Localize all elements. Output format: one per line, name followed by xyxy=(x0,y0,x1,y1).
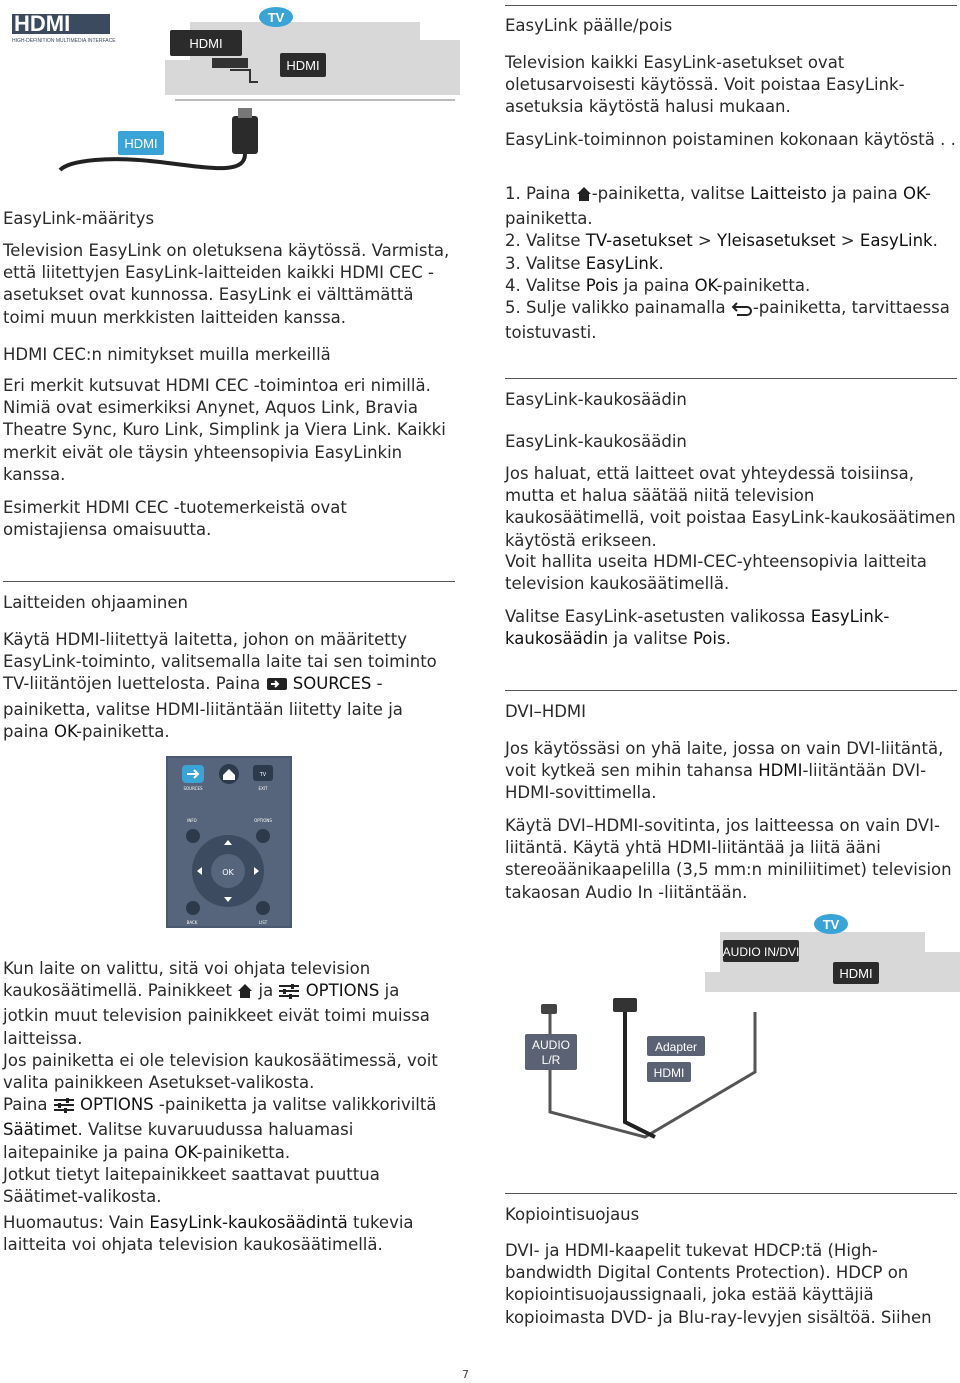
after-remote-text: Kun laite on valittu, sitä voi ohjata television kaukosäätimellä. Painikkeet ja OPTIONS ja jotkin muut television painikkeet eivät toimi muissa laitteissa. Jos painiketta ei ole television kaukosäätimessä, voit valita painikkeen Asetukset-valikosta. Paina OPTIONS -painiketta ja valitse valikkoriviltä Säätimet. Valitse kuvaruudussa haluamasi laitepainike ja paina OK-painiketta. Jotkut tietyt laitepainikkeet saattavat puuttua Säätimet-valikosta. xyxy=(3,959,438,1207)
svg-text:HDMI: HDMI xyxy=(286,58,320,73)
svg-text:HDMI: HDMI xyxy=(839,966,873,981)
sources-icon xyxy=(266,676,288,698)
note-text: Huomautus: Vain EasyLink-kaukosäädintä tukevia laitteita voi ohjata television kaukosäätimellä. xyxy=(3,1213,414,1255)
hdmi-logo-text: HDMI xyxy=(14,11,71,36)
dvi-hdmi-text-1: Jos käytössäsi on yhä laite, jossa on vain DVI-liitäntä, voit kytkeä sen mihin tahansa HDMI-liitäntään DVI-HDMI-sovittimella. xyxy=(505,739,944,803)
copy-protection-text: DVI- ja HDMI-kaapelit tukevat HDCP:tä (High-bandwidth Digital Contents Protection). HDCP on kopiointisuojaussignaali, joka estää käyttäjiä kopioimasta DVD- ja Blu-ray-levyjen sisältöä. Siihen xyxy=(505,1241,932,1327)
svg-text:INFO: INFO xyxy=(187,818,197,823)
easylink-remote-text-1: Jos haluat, että laitteet ovat yhteydessä toisiinsa, mutta et halua säätää niitä television kaukosäätimellä, voit poistaa EasyLink-kaukosäätimen käytöstä erikseen. xyxy=(505,464,956,550)
easylink-setup-text: Television EasyLink on oletuksena käytössä. Varmista, että liitettyjen EasyLink-laitteiden kaikki HDMI CEC -asetukset ovat kunnossa. EasyLink ei välttämättä toimi muun merkkisten laitteiden kanssa. xyxy=(3,241,450,327)
section-divider xyxy=(505,1193,957,1194)
svg-text:TV: TV xyxy=(822,917,840,932)
easylink-remote-text-2: Voit hallita useita HDMI-CEC-yhteensopivia laitteita television kaukosäätimellä. xyxy=(505,552,927,594)
svg-text:SOURCES: SOURCES xyxy=(183,786,203,791)
dvi-hdmi-connection-illustration xyxy=(505,912,960,1182)
easylink-remote-text-3: Valitse EasyLink-asetusten valikossa EasyLink-kaukosäädin ja valitse Pois. xyxy=(505,607,890,649)
section-divider xyxy=(3,581,455,582)
svg-text:OPTIONS: OPTIONS xyxy=(254,818,272,823)
svg-text:EXIT: EXIT xyxy=(258,786,268,791)
remote-control-illustration xyxy=(166,756,292,928)
home-icon xyxy=(576,186,592,208)
dvi-hdmi-text-2: Käytä DVI–HDMI-sovitinta, jos laitteessa on vain DVI-liitäntä. Käytä yhtä HDMI-liitäntää ja liitä ääni stereoäänikaapelilla (3,5 mm:n miniliitimet) television takaosan Audio In -liitäntään. xyxy=(505,816,952,902)
easylink-steps: 1. Paina -painiketta, valitse Laitteisto ja paina OK-painiketta. 2. Valitse TV-asetukset > Yleisasetukset > EasyLink. 3. Valitse EasyLink. 4. Valitse Pois ja paina OK-painiketta. 5. Sulje valikko painamalla -painiketta, tarvittaessa toistuvasti. xyxy=(505,184,950,343)
easylink-disable-intro: EasyLink-toiminnon poistaminen kokonaan käytöstä . . xyxy=(505,130,956,149)
svg-text:BACK: BACK xyxy=(186,920,198,925)
section-divider xyxy=(505,5,957,6)
section-divider xyxy=(505,378,957,379)
copy-protection-heading: Kopiointisuojaus xyxy=(505,1205,640,1224)
svg-text:OK: OK xyxy=(222,868,234,877)
home-icon xyxy=(237,983,253,1005)
svg-text:AUDIO IN/DVI: AUDIO IN/DVI xyxy=(722,945,800,959)
svg-text:HDMI: HDMI xyxy=(124,136,158,151)
svg-text:Adapter: Adapter xyxy=(654,1040,698,1054)
device-control-text: Käytä HDMI-liitettyä laitetta, johon on määritetty EasyLink-toiminto, valitsemalla laite tai sen toiminto TV-liitäntöjen luettelosta. Paina SOURCES -painiketta, valitse HDMI-liitäntään liitetty laite ja paina OK-painiketta. xyxy=(3,630,437,741)
dvi-hdmi-drawing xyxy=(505,912,960,1182)
hdmi-logo-tagline: HIGH-DEFINITION MULTIMEDIA INTERFACE xyxy=(12,38,116,44)
easylink-onoff-heading: EasyLink päälle/pois xyxy=(505,16,673,35)
svg-text:HDMI: HDMI xyxy=(653,1066,685,1080)
page-number: 7 xyxy=(462,1368,469,1381)
svg-text:L/R: L/R xyxy=(541,1053,561,1067)
back-icon xyxy=(731,300,753,322)
svg-text:AUDIO: AUDIO xyxy=(531,1038,571,1052)
dvi-hdmi-heading: DVI–HDMI xyxy=(505,702,587,721)
section-divider xyxy=(505,690,957,691)
device-control-heading: Laitteiden ohjaaminen xyxy=(3,593,188,612)
svg-text:HDMI: HDMI xyxy=(189,36,223,51)
remote-control-drawing xyxy=(166,756,292,928)
easylink-remote-heading: EasyLink-kaukosäädin xyxy=(505,390,687,409)
easylink-remote-subheading: EasyLink-kaukosäädin xyxy=(505,432,687,451)
easylink-setup-heading: EasyLink-määritys xyxy=(3,209,155,228)
left-column xyxy=(3,0,459,1383)
svg-text:TV: TV xyxy=(259,772,267,778)
cec-trademark-text: Esimerkit HDMI CEC -tuotemerkeistä ovat omistajiensa omaisuutta. xyxy=(3,498,347,540)
options-icon-2 xyxy=(53,1097,75,1119)
easylink-onoff-text: Television kaikki EasyLink-asetukset ovat oletusarvoisesti käytössä. Voit poistaa EasyLink-asetuksia käytöstä halusi mukaan. xyxy=(505,53,905,117)
svg-text:LIST: LIST xyxy=(258,920,268,925)
svg-text:TV: TV xyxy=(267,10,285,25)
options-icon xyxy=(278,983,300,1005)
cec-names-text: Eri merkit kutsuvat HDMI CEC -toimintoa eri nimillä. Nimiä ovat esimerkiksi Anynet, Aquos Link, Bravia Theatre Sync, Kuro Link, Simplink ja Viera Link. Kaikki merkit eivät ole täysin yhteensopivia EasyLinkin kanssa. xyxy=(3,376,446,484)
cec-names-heading: HDMI CEC:n nimitykset muilla merkeillä xyxy=(3,345,331,364)
